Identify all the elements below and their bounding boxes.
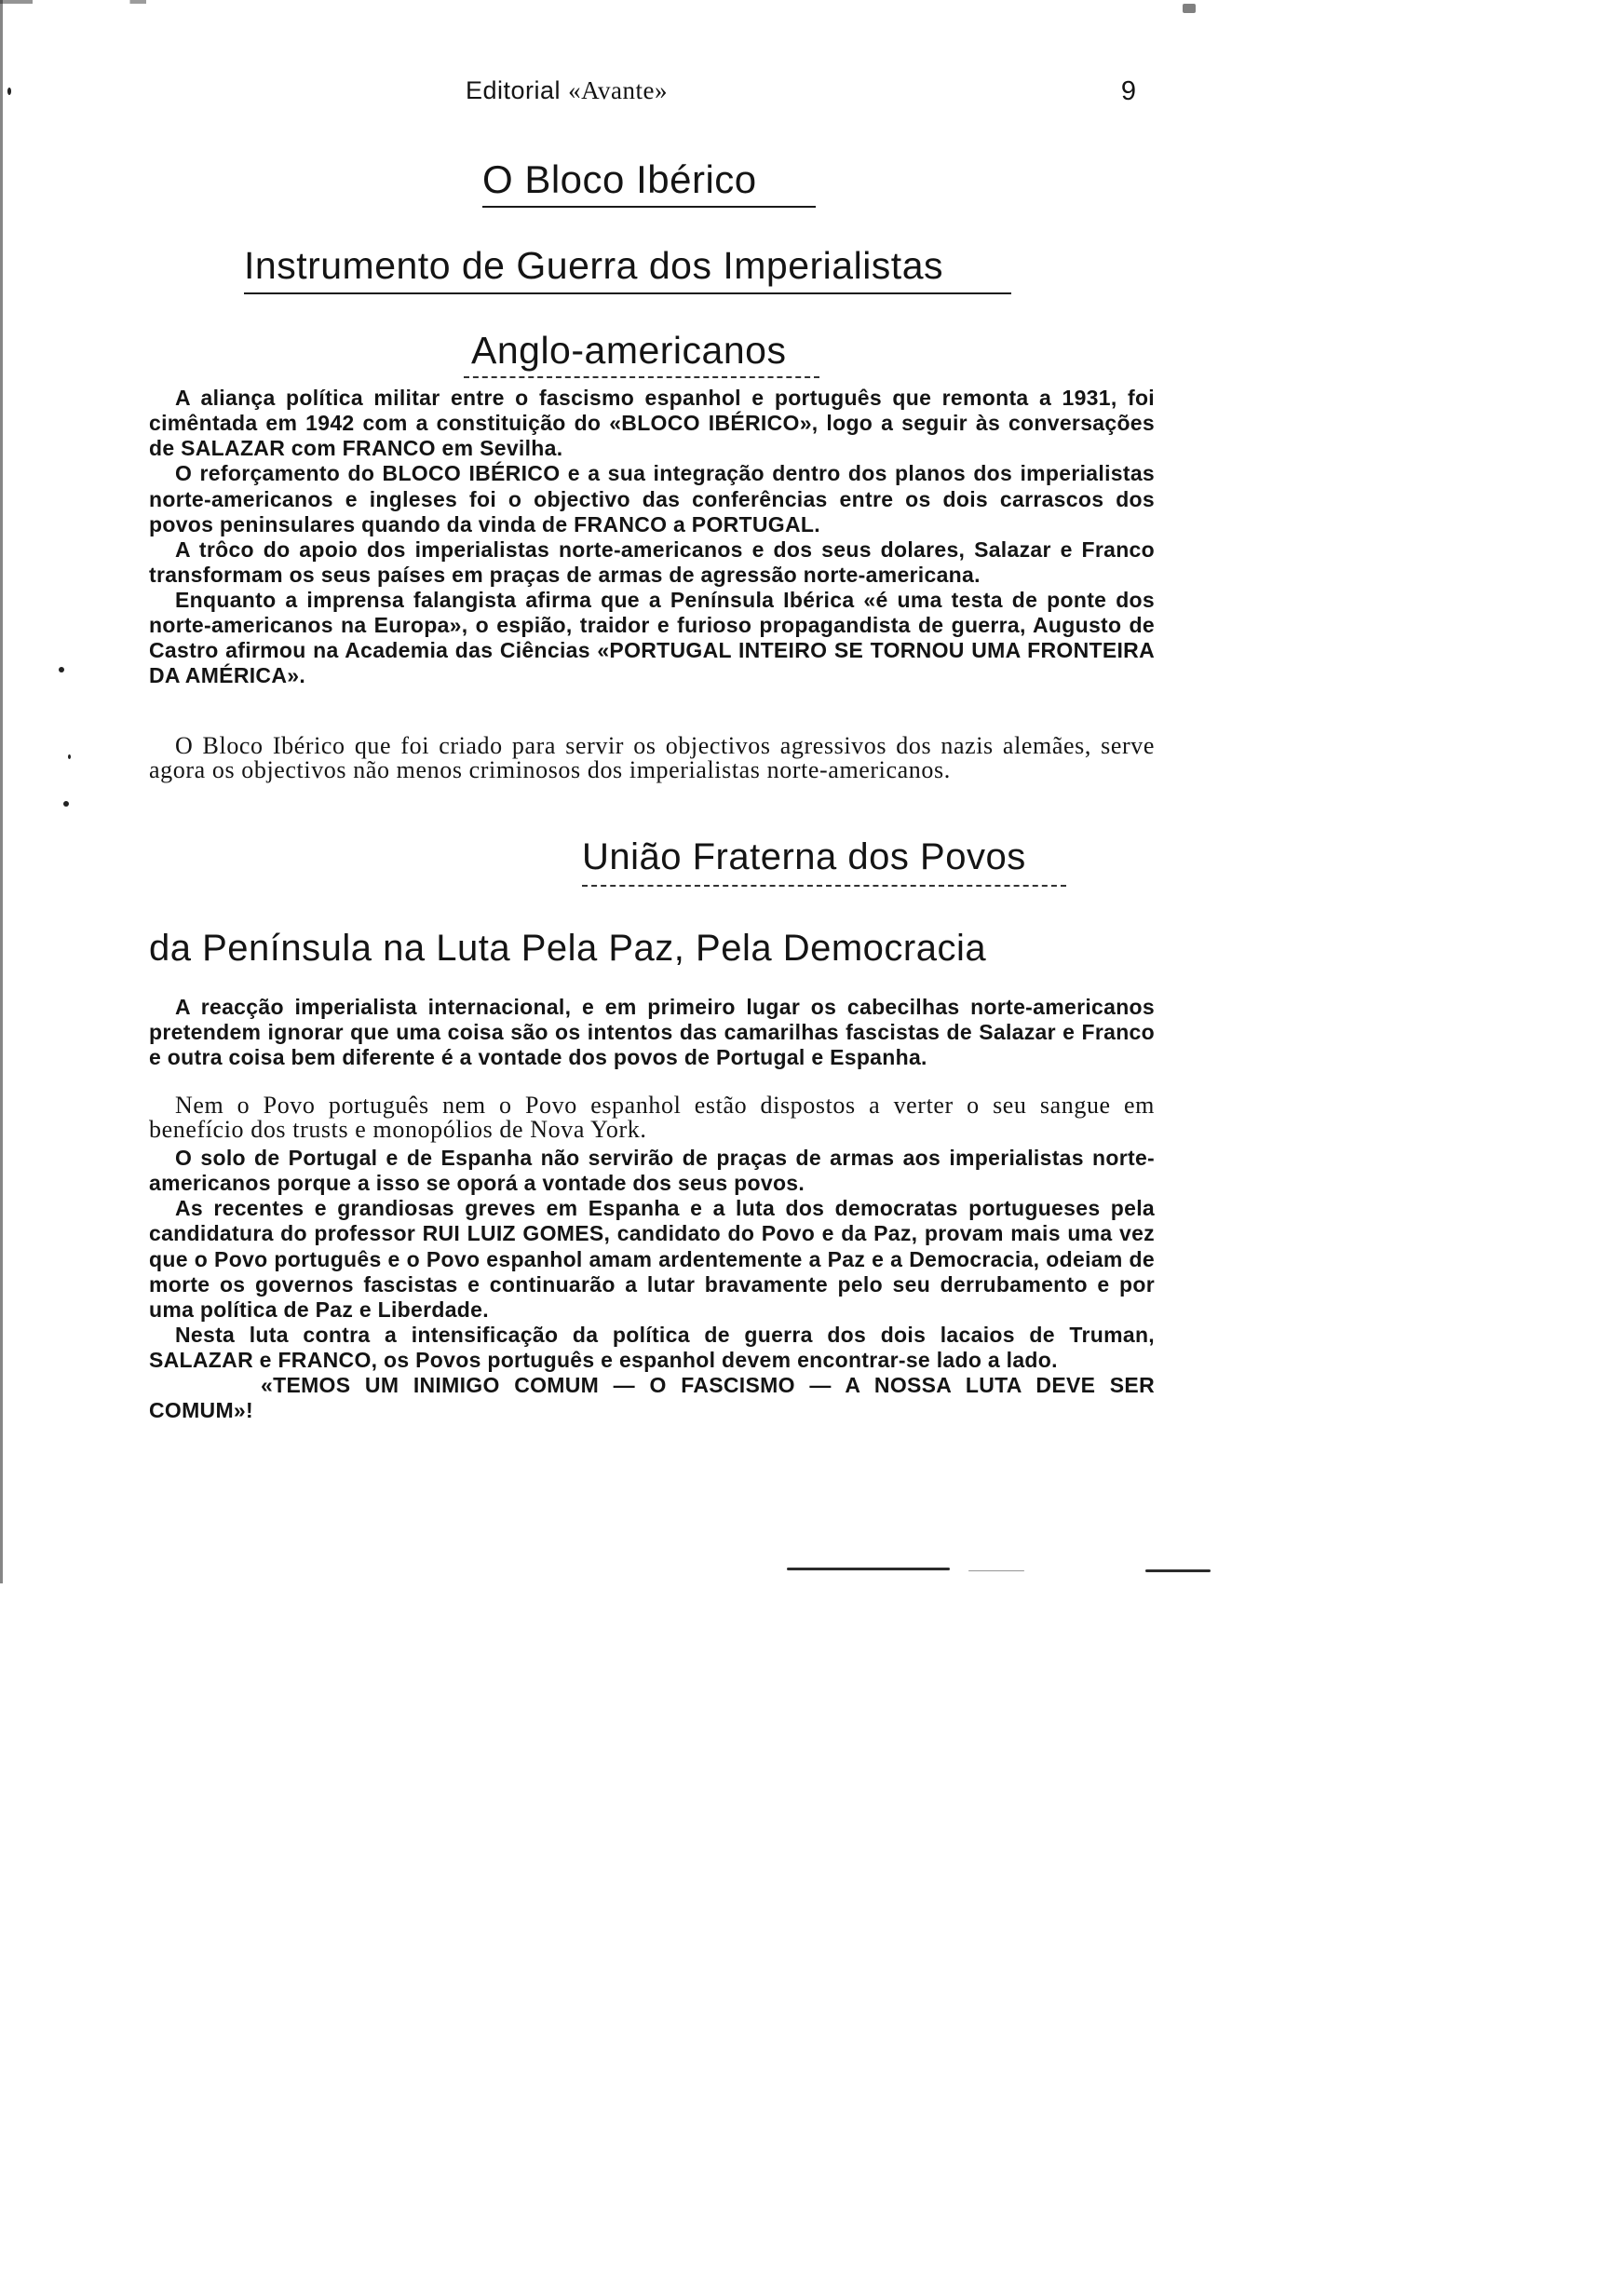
article-subtitle-underline <box>244 292 1011 294</box>
running-head-publisher: Editorial <box>466 76 562 104</box>
scan-edge-left <box>0 0 3 1583</box>
running-head-title: «Avante» <box>568 76 669 104</box>
article2-paragraph: O solo de Portugal e de Espanha não servirão de praças de armas aos imperialistas norte-americanos porque a isso se oporá a vontade dos seus povos. <box>149 1146 1155 1196</box>
article2-title-underline <box>582 885 1066 887</box>
article2-title-line2: da Península na Luta Pela Paz, Pela Democracia <box>149 928 987 969</box>
article2-paragraph: As recentes e grandiosas greves em Espanha e a luta dos democratas portugueses pela candidatura do professor RUI LUIZ GOMES, candidato do Povo e da Paz, provam mais uma vez que o Povo português e o Povo espanhol amam ardentemente a Paz e a Democracia, odeiam de morte os governos fascistas e continuarão a lutar bravamente pelo seu derrubamento e por uma política de Paz e Liberdade. <box>149 1196 1155 1322</box>
article-body <box>149 386 1155 689</box>
article2-closing: «TEMOS UM INIMIGO COMUM — O FASCISMO — A NOSSA LUTA DEVE SER COMUM»! <box>149 1373 1155 1423</box>
scan-smudge <box>1183 4 1196 13</box>
scan-smudge <box>968 1570 1024 1571</box>
page-number: 9 <box>1120 76 1136 106</box>
article2-body-intro <box>149 995 1155 1070</box>
scan-speck <box>68 754 71 759</box>
article-paragraph-serif: O Bloco Ibérico que foi criado para servir os objectivos agressivos dos nazis alemães, serve agora os objectivos não menos criminosos dos imperialistas norte-americanos. <box>149 732 1155 783</box>
article-paragraph: A trôco do apoio dos imperialistas norte-americanos e dos seus dolares, Salazar e Franco transformam os seus países em praças de armas de agressão norte-americana. <box>149 536 1155 587</box>
scan-smudge <box>1145 1569 1211 1572</box>
article-body-serif <box>149 734 1155 782</box>
running-head <box>466 76 668 105</box>
article2-body-serif <box>149 1093 1155 1142</box>
page-header <box>466 76 1136 114</box>
article2-paragraph: Nesta luta contra a intensificação da política de guerra dos dois lacaios de Truman, SALAZAR e FRANCO, os Povos português e espanhol devem encontrar-se lado a lado. <box>149 1322 1155 1372</box>
article-subtitle2-underline <box>464 376 819 378</box>
article-paragraph: Enquanto a imprensa falangista afirma que a Península Ibérica «é uma testa de ponte dos norte-americanos na Europa», o espião, traidor e furioso propagandista de guerra, Augusto de Castro afirmou na Academia das Ciências «PORTUGAL INTEIRO SE TORNOU UMA FRONTEIRA DA AMÉRICA». <box>149 588 1155 688</box>
article2-body <box>149 1146 1155 1423</box>
article-paragraph: O reforçamento do BLOCO IBÉRICO e a sua integração dentro dos planos dos imperialistas norte-americanos e ingleses foi o objectivo das conferências entre os dois carrascos dos povos peninsulares quando da vinda de FRANCO a PORTUGAL. <box>149 461 1155 536</box>
scan-speck <box>63 801 69 807</box>
scan-edge-top <box>0 0 1624 4</box>
article-subtitle-line2: Anglo-americanos <box>471 329 787 372</box>
scan-smudge <box>787 1568 950 1570</box>
article2-title-line1: União Fraterna dos Povos <box>582 836 1026 877</box>
article-subtitle-line1: Instrumento de Guerra dos Imperialistas <box>244 244 943 287</box>
article-title: O Bloco Ibérico <box>482 157 757 201</box>
article-title-underline <box>482 206 816 208</box>
article2-paragraph-serif: Nem o Povo português nem o Povo espanhol estão dispostos a verter o seu sangue em benefício dos trusts e monopólios de Nova York. <box>149 1092 1155 1143</box>
article-paragraph: A aliança política militar entre o fascismo espanhol e português que remonta a 1931, foi cimêntada em 1942 com a constituição do «BLOCO IBÉRICO», logo a seguir às conversações de SALAZAR com FRANCO em Sevilha. <box>149 386 1155 461</box>
article2-paragraph: A reacção imperialista internacional, e em primeiro lugar os cabecilhas norte-americanos pretendem ignorar que uma coisa são os intentos das camarilhas fascistas de Salazar e Franco e outra coisa bem diferente é a vontade dos povos de Portugal e Espanha. <box>149 995 1155 1070</box>
scan-speck <box>59 667 64 672</box>
scan-speck <box>7 88 11 95</box>
